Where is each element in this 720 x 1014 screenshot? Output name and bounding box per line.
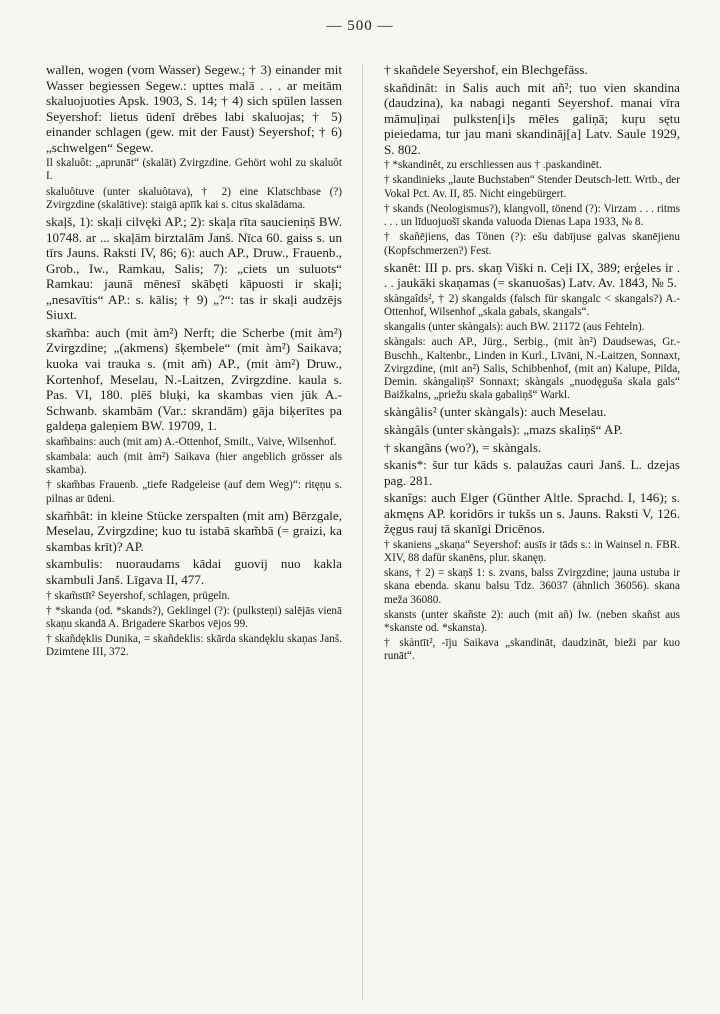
right-column	[384, 62, 680, 1000]
entry-text: † skam̃stīt² Seyershof, schlagen, prügeln.	[46, 589, 230, 602]
entry-text: skanîgs: auch Elger (Günther Altle. Sprachd. I, 146); s. akmęns AP. koridōrs ir tukšs un s. Jauns. Raksti V, 126. žęgus rauj tā skanīgi Dricēnos.	[384, 490, 680, 537]
entry-text: skanêt: III p. prs. skaņ Viški n. Ceļi IX, 389; erģeles ir . . . jaukāki skaņamas (= skanuošas) Latv. Av. 1843, № 5.	[384, 259, 680, 291]
entry-text: skans, † 2) = skaņš 1: s. zvans, balss Zvirgzdine; jauna ustuba ir skana ebenda. skanu balsu Tdz. 36037 (ähnlich 36056). skana meža 36080.	[384, 567, 680, 606]
entry-text: † *skandinêt, zu erschliessen aus † .paskandinēt.	[384, 159, 602, 172]
entry-text: skambala: auch (mit àm²) Saikava (hier angeblich grösser als skamba).	[46, 450, 342, 477]
entry-text: † skañdęklis Dunika, = skañdeklis: skārda skandęklu skaņas Janš. Dzimtene III, 372.	[46, 633, 342, 659]
entry-text: skaļš, 1): skaļi cilvęki AP.; 2): skaļa rīta saucieniņš BW. 10748. ar ... skaļām birztalām Janš. Nīca 60. gaiss s. un tīrs Jauns. Raksti IV, 86; 6): auch AP., Druw., Frauenb., Grob., Iw., Ramkau, Salis; 7): „ciets un suluots“ Ramkau: jaunā mēnesī skābęti kāpuosti ir skaļi; „nesavītis“ AP.: s. kālis; † 9) „?“: tas ir skaļi audzējs Siuxt.	[46, 214, 342, 323]
left-column	[46, 62, 342, 1000]
entry-text: † skañējiens, das Tönen (?): ešu dabījuse galvas skanējienu (Kopfschmerzen?) Fest.	[384, 231, 680, 257]
entry-text: skàngâls (unter skàngals): „mazs skaliņš“ AP.	[384, 421, 623, 437]
entry-text: skàngâlis² (unter skàngals): auch Meselau.	[384, 404, 607, 420]
page-number: — 500 —	[326, 18, 394, 34]
column-divider	[362, 64, 363, 1000]
entry-text: † skandinieks „laute Buchstaben“ Stender Deutsch-lett. Wrtb., der Vokal Pct. Av. II, 85. Nicht eingebürgert.	[384, 174, 680, 200]
entry-text: skañdinât: in Salis auch mit añ²; tuo vien skandina (daudzina), ka nabagi neganti Seyershof. manai vīra māmuļiņai pulksten[i]s mēles galiņā; kuŗu sętu pieiedama, tur jau mani skandināj[a] Latv. Saule 1929, S. 802.	[384, 79, 680, 157]
entry-text: skansts (unter skañste 2): auch (mit añ) Iw. (neben skañst aus *skanste od. *skansta).	[384, 608, 680, 635]
entry-text: skam̃bât: in kleine Stücke zerspalten (mit am) Bērzgale, Meselau, Zvirgzdine; kuo tu istabā skam̃bā (= graizi, ka skambas krīt)? AP.	[46, 507, 342, 554]
entry-text: wallen, wogen (vom Wasser) Segew.; † 3) einander mit Wasser begiessen Segew.: upttes malā . . . ar meitām skaluojuoties Apsk. 1903, S. 14; † 4) sich spülen lassen Seyershof: lietus ūdenī drēbes labi skaluojas; † 5) einander schlagen (gew. mit der Faust) Seyershof; † 6) „schwelgen“ Segew.	[46, 62, 342, 155]
entry-text: Il skaluôt: „aprunāt“ (skalāt) Zvirgzdine. Gehört wohl zu skaluôt I.	[46, 157, 342, 183]
entry-text: skaluôtuve (unter skaluôtava), † 2) eine Klatschbase (?) Zvirgzdine (skalātive): staigā apīīk kai s. citus skalādama.	[46, 185, 342, 211]
entry-text: † skañdele Seyershof, ein Blechgefäss.	[384, 62, 588, 77]
entry-text: † skàntīt², -īju Saikava „skandināt, daudzināt, bieži par kuo runāt“.	[384, 637, 680, 663]
entry-text: skam̃ba: auch (mit àm²) Nerft; die Scherbe (mit àm²) Zvirgzdine; „(akmens) šķembele“ (mit àm²) Saikava; kuoka vai trauka s. (mit am̃) AP., (mit àm²) Druw., Kortenhof, Meselau, N.-Laitzen, Zvirgzdine. kaula s. Pas. VI, 180. plēš bluķi, ka skambas vien jūk A.-Schwanb. skambām (Var.: skrandām) gāja biķerītes pa galdeņa galeņiem BW. 19709, 1.	[46, 324, 342, 434]
entry-text: skambulis: nuoraudams kādai guovij nuo kakla skambuli Janš. Līgava II, 477.	[46, 556, 342, 587]
entry-text: skàngaîds², † 2) skangalds (falsch für skangalc < skangals?) A.-Ottenhof, Wilsenhof „skala gabals, skangals“.	[384, 292, 680, 318]
entry-text: skangalis (unter skàngals): auch BW. 21172 (aus Fehteln).	[384, 321, 645, 334]
entry-text: † *skanda (od. *skands?), Geklingel (?): (pulksteņi) salējās vienā skaņu skandā A. Brigadere Skarbos vējos 99.	[46, 604, 342, 630]
entry-text: skàngals: auch AP., Jürg., Serbig., (mit àn²) Daudsewas, Gr.-Buschh., Kaltenbr., Linden in Kurl., Līvāni, N.-Laitzen, Sonnaxt, Zvirgzdine, (mit an²) Salis, Schibbenhof, (mit an) Kalupe, Pilda, Demin. skàngaliņš² Sonnaxt; skàngals „nuodęguša skala gals“ Baižkalns, „priežu skala gabaliņš“ Warkl.	[384, 336, 680, 402]
entry-text: † skam̃bas Frauenb. „tiefe Radgeleise (auf dem Weg)“: ritęņu s. pilnas ar ūdeni.	[46, 479, 342, 505]
entry-text: † skaniens „skaņa“ Seyershof: ausīs ir tāds s.: in Wainsel n. FBR. XIV, 88 dafür skanēns, plur. skanęņ.	[384, 538, 680, 564]
entry-text: † skangãns (wo?), = skàngals.	[384, 439, 542, 455]
entry-text: † skands (Neologismus?), klangvoll, tönend (?): Virzam . . . ritms . . . un līduojuošī skanda valuoda Dienas Lapa 1933, № 8.	[384, 202, 680, 229]
entry-text: skanis*: šur tur kāds s. palaužas cauri Janš. L. dzejas pag. 281.	[384, 457, 680, 488]
entry-text: skam̃bains: auch (mit am) A.-Ottenhof, Smilt., Vaive, Wilsenhof.	[46, 435, 337, 448]
